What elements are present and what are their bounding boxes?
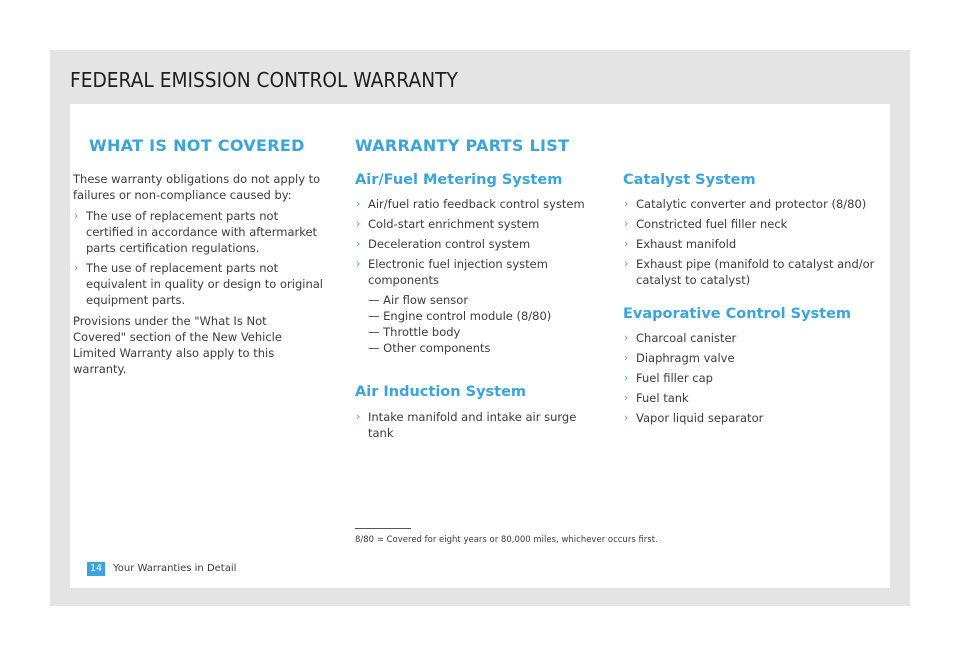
sub-list-item: — Engine control module (8/80)	[368, 309, 552, 323]
chevron-right-icon: ›	[356, 410, 361, 423]
air-induction-heading: Air Induction System	[355, 384, 527, 400]
section-label: Your Warranties in Detail	[113, 563, 237, 574]
footnote-divider	[355, 528, 411, 529]
catalyst-heading: Catalyst System	[623, 172, 756, 188]
air-fuel-heading: Air/Fuel Metering System	[355, 172, 563, 188]
chevron-right-icon: ›	[356, 257, 361, 270]
air-fuel-list	[355, 196, 591, 356]
sub-list-item: — Air flow sensor	[368, 293, 469, 307]
chevron-right-icon: ›	[624, 391, 629, 404]
page-number-badge: 14	[87, 562, 105, 576]
list-item: › Fuel filler cap	[624, 371, 713, 385]
chevron-right-icon: ›	[74, 261, 79, 274]
list-item: › The use of replacement parts not equivalent in quality or design to original equipment parts.	[74, 261, 323, 307]
list-item: › Constricted fuel filler neck	[624, 217, 788, 231]
chevron-right-icon: ›	[356, 217, 361, 230]
list-item: › Vapor liquid separator	[624, 411, 764, 425]
list-item: › Deceleration control system	[356, 237, 531, 251]
chevron-right-icon: ›	[624, 257, 629, 270]
list-item: › Cold-start enrichment system	[356, 217, 540, 231]
list-item: › Exhaust pipe (manifold to catalyst and/or catalyst to catalyst)	[624, 257, 875, 287]
chevron-right-icon: ›	[356, 237, 361, 250]
list-item: › Air/fuel ratio feedback control system	[356, 197, 585, 211]
footnote: 8/80 = Covered for eight years or 80,000 miles, whichever occurs first.	[355, 535, 658, 545]
list-item: › Exhaust manifold	[624, 237, 737, 251]
not-covered-provisions: Provisions under the "What Is Not Covered" section of the New Vehicle Limited Warranty also apply to this warranty.	[73, 314, 282, 376]
not-covered-heading: WHAT IS NOT COVERED	[89, 136, 305, 155]
not-covered-list	[73, 208, 329, 308]
sub-list-item: — Other components	[368, 341, 491, 355]
page-title: FEDERAL EMISSION CONTROL WARRANTY	[70, 68, 458, 92]
evaporative-heading: Evaporative Control System	[623, 306, 852, 322]
chevron-right-icon: ›	[356, 197, 361, 210]
chevron-right-icon: ›	[624, 331, 629, 344]
parts-list-heading: WARRANTY PARTS LIST	[355, 136, 570, 155]
evaporative-list	[623, 330, 885, 426]
sub-list-item: — Throttle body	[368, 325, 461, 339]
air-induction-list	[355, 409, 581, 441]
list-item: › Fuel tank	[624, 391, 689, 405]
list-item: › Intake manifold and intake air surge tank	[356, 410, 577, 440]
content-panel	[70, 104, 890, 588]
list-item: › Electronic fuel injection system components	[356, 257, 548, 287]
chevron-right-icon: ›	[624, 217, 629, 230]
chevron-right-icon: ›	[624, 411, 629, 424]
list-item: › Charcoal canister	[624, 331, 737, 345]
catalyst-list	[623, 196, 885, 288]
chevron-right-icon: ›	[74, 209, 79, 222]
chevron-right-icon: ›	[624, 237, 629, 250]
not-covered-intro: These warranty obligations do not apply to failures or non-compliance caused by:	[73, 172, 321, 202]
list-item: › The use of replacement parts not certified in accordance with aftermarket parts certification regulations.	[74, 209, 318, 255]
chevron-right-icon: ›	[624, 371, 629, 384]
list-item: › Diaphragm valve	[624, 351, 735, 365]
list-item: › Catalytic converter and protector (8/80)	[624, 197, 867, 211]
chevron-right-icon: ›	[624, 197, 629, 210]
chevron-right-icon: ›	[624, 351, 629, 364]
